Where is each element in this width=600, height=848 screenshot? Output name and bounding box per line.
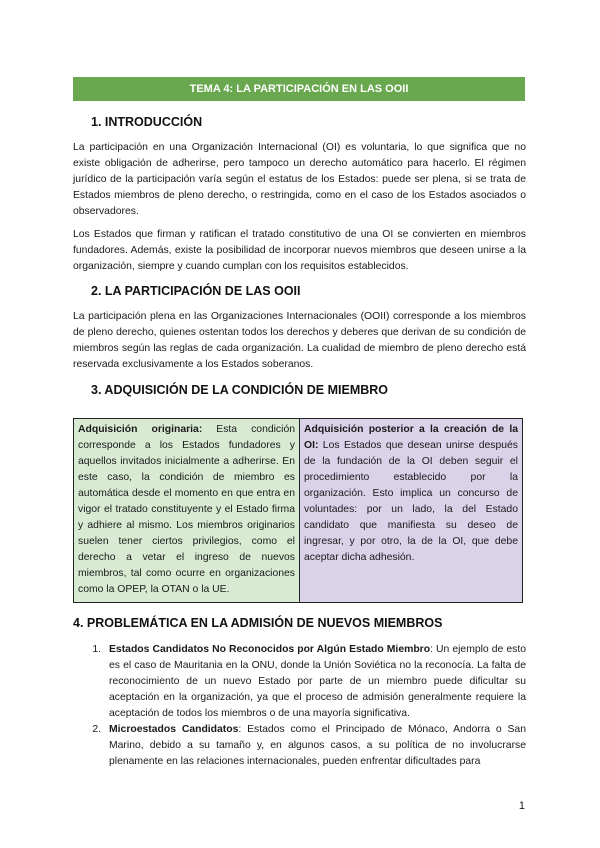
section-2-paragraph-1: La participación plena en las Organizaciones Internacionales (OOII) corresponde a los miembros de pleno derecho, quienes ostentan todos los derechos y deberes que derivan de su condición de miembros según las reglas de cada organización. La cualidad de miembro de pleno derecho está reservada exclusivamente a los Estados soberanos.	[73, 311, 526, 370]
list-item	[73, 642, 526, 722]
original-acquisition-cell	[74, 419, 300, 602]
original-acquisition-title: Adquisición originaria:	[78, 424, 203, 435]
section-4-heading: 4. PROBLEMÁTICA EN LA ADMISIÓN DE NUEVOS MIEMBROS	[73, 616, 443, 630]
list-item	[73, 722, 526, 770]
later-acquisition-cell	[300, 419, 522, 602]
later-acquisition-title: Adquisición posterior a la creación de la OI:	[304, 424, 518, 451]
list-item-title: Microestados Candidatos	[109, 724, 239, 735]
later-acquisition-text: Los Estados que desean unirse después de la fundación de la OI deben seguir el procedimiento establecido por la organización. Esto implica un concurso de voluntades: por un lado, la del Estado candidato que manifiesta su deseo de ingresar, y por otro, la de la OI, que debe aceptar dicha adhesión.	[304, 440, 518, 563]
list-item-title: Estados Candidatos No Reconocidos por Algún Estado Miembro	[109, 644, 431, 655]
list-item-text: : Estados como el Principado de Mónaco, Andorra o San Marino, debido a su tamaño y, en algunos casos, a su política de no involucrarse plenamente en las relaciones internacionales, pueden enfrentar dificultades para	[109, 724, 526, 767]
section-3-heading: 3. ADQUISICIÓN DE LA CONDICIÓN DE MIEMBRO	[91, 383, 389, 397]
list-item-number: 1.	[92, 644, 101, 655]
membership-table	[73, 418, 523, 603]
section-1-heading: 1. INTRODUCCIÓN	[91, 115, 203, 129]
admission-problems-list	[73, 642, 526, 770]
list-item-number: 2.	[92, 724, 101, 735]
topic-banner: TEMA 4: LA PARTICIPACIÓN EN LAS OOII	[73, 77, 525, 101]
section-1-paragraph-1: La participación en una Organización Internacional (OI) es voluntaria, lo que significa que no existe obligación de adherirse, pero tampoco un derecho automático para hacerlo. El régimen jurídico de la participación varía según el estatus de los Estados: puede ser plena, si se trata de Estados miembros de pleno derecho, o restringida, como en el caso de los Estados asociados o observadores.	[73, 142, 526, 217]
original-acquisition-text: Esta condición corresponde a los Estados fundadores y aquellos invitados inicialmente a adherirse. En este caso, la condición de miembro es automática desde el momento en que entra en vigor el tratado constituyente y el Estado firma y adhiere al mismo. Los miembros originarios suelen tener ciertos privilegios, como el derecho a vetar el ingreso de nuevos miembros, tal como ocurre en organizaciones como la OPEP, la OTAN o la UE.	[78, 424, 295, 595]
section-1-paragraph-2: Los Estados que firman y ratifican el tratado constitutivo de una OI se convierten en miembros fundadores. Además, existe la posibilidad de incorporar nuevos miembros que deseen unirse a la organización, siempre y cuando cumplan con los requisitos establecidos.	[73, 229, 526, 272]
page-number: 1	[518, 800, 525, 812]
list-item-text: : Un ejemplo de esto es el caso de Mauritania en la ONU, donde la Unión Soviética no la reconocía. La falta de reconocimiento de un nuevo Estado por parte de un miembro puede dificultar su aceptación en la organización, ya que el proceso de admisión generalmente requiere la aceptación de todos los miembros o de una mayoría significativa.	[109, 644, 526, 719]
section-2-heading: 2. LA PARTICIPACIÓN DE LAS OOII	[91, 284, 301, 298]
